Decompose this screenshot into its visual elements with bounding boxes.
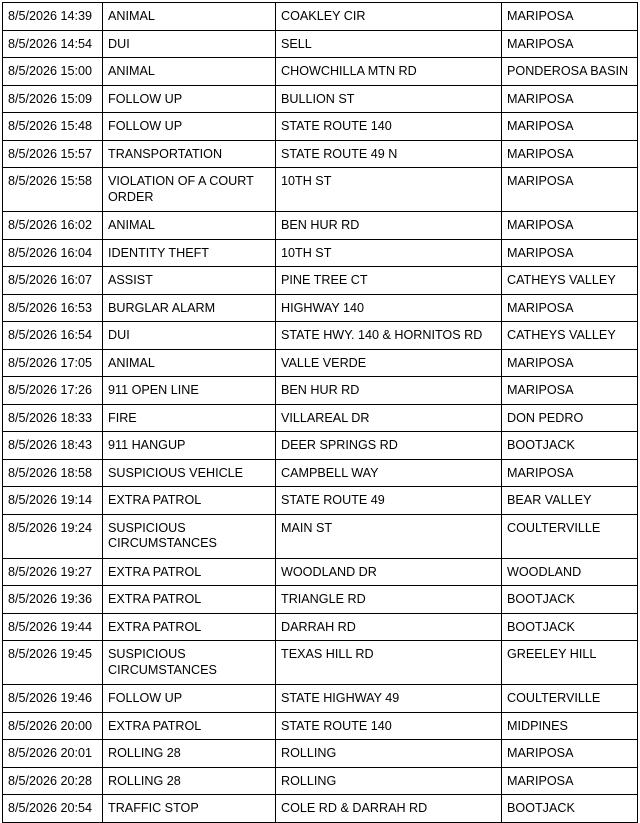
call-area-cell: MARIPOSA xyxy=(502,30,638,58)
call-time-cell: 8/5/2026 16:07 xyxy=(3,267,103,295)
call-type-cell: EXTRA PATROL xyxy=(103,586,276,614)
call-type-cell: 911 OPEN LINE xyxy=(103,377,276,405)
table-row xyxy=(3,30,638,58)
call-location-cell: BEN HUR RD xyxy=(276,377,502,405)
call-location-cell: STATE ROUTE 49 xyxy=(276,487,502,515)
call-area-cell: CATHEYS VALLEY xyxy=(502,267,638,295)
call-area-cell: WOODLAND xyxy=(502,558,638,586)
call-location-cell: ROLLING xyxy=(276,767,502,795)
call-location-cell: STATE HWY. 140 & HORNITOS RD xyxy=(276,322,502,350)
call-area-cell: MIDPINES xyxy=(502,712,638,740)
table-row xyxy=(3,404,638,432)
call-location-cell: ROLLING xyxy=(276,740,502,768)
call-area-cell: BOOTJACK xyxy=(502,586,638,614)
call-location-cell: 10TH ST xyxy=(276,168,502,212)
call-area-cell: MARIPOSA xyxy=(502,294,638,322)
call-location-cell: VALLE VERDE xyxy=(276,349,502,377)
call-time-cell: 8/5/2026 17:05 xyxy=(3,349,103,377)
call-area-cell: MARIPOSA xyxy=(502,767,638,795)
call-time-cell: 8/5/2026 19:36 xyxy=(3,586,103,614)
call-type-cell: ASSIST xyxy=(103,267,276,295)
call-type-cell: DUI xyxy=(103,30,276,58)
call-type-cell: EXTRA PATROL xyxy=(103,712,276,740)
call-location-cell: MAIN ST xyxy=(276,514,502,558)
table-row xyxy=(3,58,638,86)
call-area-cell: DON PEDRO xyxy=(502,404,638,432)
call-area-cell: MARIPOSA xyxy=(502,113,638,141)
call-area-cell: MARIPOSA xyxy=(502,349,638,377)
table-row xyxy=(3,740,638,768)
call-location-cell: HIGHWAY 140 xyxy=(276,294,502,322)
call-time-cell: 8/5/2026 19:46 xyxy=(3,685,103,713)
call-type-cell: ANIMAL xyxy=(103,212,276,240)
call-area-cell: BOOTJACK xyxy=(502,613,638,641)
call-type-cell: FIRE xyxy=(103,404,276,432)
call-type-cell: ROLLING 28 xyxy=(103,740,276,768)
call-area-cell: GREELEY HILL xyxy=(502,641,638,685)
call-type-cell: FOLLOW UP xyxy=(103,85,276,113)
call-area-cell: MARIPOSA xyxy=(502,212,638,240)
call-area-cell: MARIPOSA xyxy=(502,3,638,31)
call-time-cell: 8/5/2026 19:14 xyxy=(3,487,103,515)
call-time-cell: 8/5/2026 20:28 xyxy=(3,767,103,795)
call-time-cell: 8/5/2026 18:33 xyxy=(3,404,103,432)
call-area-cell: PONDEROSA BASIN xyxy=(502,58,638,86)
call-type-cell: VIOLATION OF A COURT ORDER xyxy=(103,168,276,212)
call-type-cell: IDENTITY THEFT xyxy=(103,239,276,267)
call-location-cell: STATE HIGHWAY 49 xyxy=(276,685,502,713)
table-row xyxy=(3,294,638,322)
call-time-cell: 8/5/2026 16:54 xyxy=(3,322,103,350)
call-type-cell: BURGLAR ALARM xyxy=(103,294,276,322)
call-location-cell: DARRAH RD xyxy=(276,613,502,641)
table-row xyxy=(3,459,638,487)
call-area-cell: BOOTJACK xyxy=(502,795,638,823)
call-area-cell: COULTERVILLE xyxy=(502,514,638,558)
call-type-cell: DUI xyxy=(103,322,276,350)
call-time-cell: 8/5/2026 18:43 xyxy=(3,432,103,460)
call-type-cell: SUSPICIOUS CIRCUMSTANCES xyxy=(103,514,276,558)
call-log-table xyxy=(2,2,638,823)
table-row xyxy=(3,795,638,823)
call-time-cell: 8/5/2026 15:57 xyxy=(3,140,103,168)
call-type-cell: EXTRA PATROL xyxy=(103,613,276,641)
call-location-cell: TEXAS HILL RD xyxy=(276,641,502,685)
call-location-cell: CAMPBELL WAY xyxy=(276,459,502,487)
table-row xyxy=(3,558,638,586)
call-area-cell: BOOTJACK xyxy=(502,432,638,460)
call-location-cell: PINE TREE CT xyxy=(276,267,502,295)
table-row xyxy=(3,168,638,212)
table-row xyxy=(3,3,638,31)
table-row xyxy=(3,377,638,405)
call-area-cell: MARIPOSA xyxy=(502,740,638,768)
call-type-cell: TRAFFIC STOP xyxy=(103,795,276,823)
call-type-cell: SUSPICIOUS VEHICLE xyxy=(103,459,276,487)
table-row xyxy=(3,586,638,614)
table-row xyxy=(3,613,638,641)
call-time-cell: 8/5/2026 14:39 xyxy=(3,3,103,31)
table-row xyxy=(3,487,638,515)
call-type-cell: ANIMAL xyxy=(103,3,276,31)
table-row xyxy=(3,349,638,377)
call-time-cell: 8/5/2026 19:24 xyxy=(3,514,103,558)
call-area-cell: CATHEYS VALLEY xyxy=(502,322,638,350)
call-time-cell: 8/5/2026 18:58 xyxy=(3,459,103,487)
call-type-cell: 911 HANGUP xyxy=(103,432,276,460)
call-time-cell: 8/5/2026 16:04 xyxy=(3,239,103,267)
call-location-cell: DEER SPRINGS RD xyxy=(276,432,502,460)
call-time-cell: 8/5/2026 17:26 xyxy=(3,377,103,405)
call-location-cell: SELL xyxy=(276,30,502,58)
call-type-cell: TRANSPORTATION xyxy=(103,140,276,168)
call-type-cell: ROLLING 28 xyxy=(103,767,276,795)
call-location-cell: STATE ROUTE 140 xyxy=(276,712,502,740)
table-row xyxy=(3,712,638,740)
call-type-cell: EXTRA PATROL xyxy=(103,487,276,515)
table-row xyxy=(3,514,638,558)
call-area-cell: BEAR VALLEY xyxy=(502,487,638,515)
call-time-cell: 8/5/2026 20:00 xyxy=(3,712,103,740)
call-time-cell: 8/5/2026 14:54 xyxy=(3,30,103,58)
call-type-cell: SUSPICIOUS CIRCUMSTANCES xyxy=(103,641,276,685)
call-time-cell: 8/5/2026 15:00 xyxy=(3,58,103,86)
call-location-cell: VILLAREAL DR xyxy=(276,404,502,432)
call-area-cell: MARIPOSA xyxy=(502,140,638,168)
table-row xyxy=(3,113,638,141)
table-row xyxy=(3,322,638,350)
call-location-cell: CHOWCHILLA MTN RD xyxy=(276,58,502,86)
call-type-cell: EXTRA PATROL xyxy=(103,558,276,586)
call-area-cell: MARIPOSA xyxy=(502,85,638,113)
table-row xyxy=(3,140,638,168)
call-location-cell: TRIANGLE RD xyxy=(276,586,502,614)
call-location-cell: COAKLEY CIR xyxy=(276,3,502,31)
call-location-cell: BULLION ST xyxy=(276,85,502,113)
table-row xyxy=(3,685,638,713)
call-location-cell: STATE ROUTE 49 N xyxy=(276,140,502,168)
call-type-cell: FOLLOW UP xyxy=(103,113,276,141)
table-row xyxy=(3,212,638,240)
call-location-cell: COLE RD & DARRAH RD xyxy=(276,795,502,823)
call-time-cell: 8/5/2026 20:01 xyxy=(3,740,103,768)
call-time-cell: 8/5/2026 16:02 xyxy=(3,212,103,240)
call-type-cell: ANIMAL xyxy=(103,349,276,377)
call-location-cell: BEN HUR RD xyxy=(276,212,502,240)
call-time-cell: 8/5/2026 15:09 xyxy=(3,85,103,113)
call-time-cell: 8/5/2026 19:44 xyxy=(3,613,103,641)
table-row xyxy=(3,239,638,267)
call-area-cell: MARIPOSA xyxy=(502,377,638,405)
call-log-body xyxy=(3,3,638,823)
table-row xyxy=(3,85,638,113)
table-row xyxy=(3,767,638,795)
call-type-cell: FOLLOW UP xyxy=(103,685,276,713)
table-row xyxy=(3,267,638,295)
call-time-cell: 8/5/2026 15:48 xyxy=(3,113,103,141)
call-area-cell: MARIPOSA xyxy=(502,239,638,267)
call-time-cell: 8/5/2026 19:45 xyxy=(3,641,103,685)
call-time-cell: 8/5/2026 15:58 xyxy=(3,168,103,212)
call-location-cell: STATE ROUTE 140 xyxy=(276,113,502,141)
call-area-cell: MARIPOSA xyxy=(502,459,638,487)
call-type-cell: ANIMAL xyxy=(103,58,276,86)
call-time-cell: 8/5/2026 16:53 xyxy=(3,294,103,322)
call-location-cell: 10TH ST xyxy=(276,239,502,267)
call-area-cell: MARIPOSA xyxy=(502,168,638,212)
call-area-cell: COULTERVILLE xyxy=(502,685,638,713)
call-time-cell: 8/5/2026 20:54 xyxy=(3,795,103,823)
call-location-cell: WOODLAND DR xyxy=(276,558,502,586)
table-row xyxy=(3,641,638,685)
call-time-cell: 8/5/2026 19:27 xyxy=(3,558,103,586)
table-row xyxy=(3,432,638,460)
